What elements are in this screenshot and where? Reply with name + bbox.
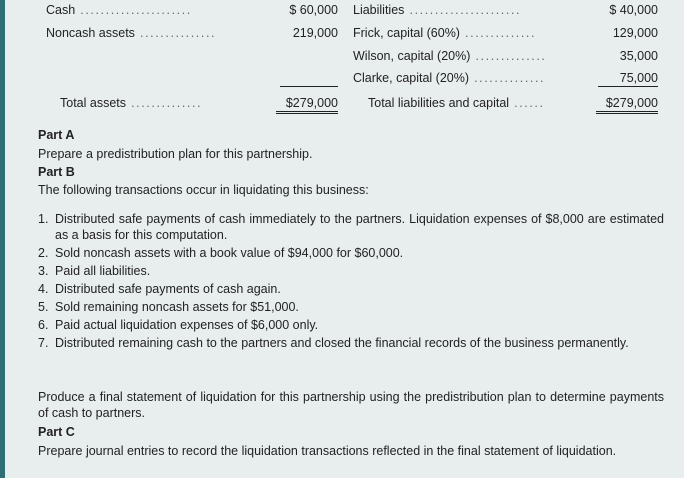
wilson-capital-label: Wilson, capital (20%) ..............	[353, 49, 547, 63]
transaction-list	[38, 211, 664, 353]
part-c-heading: Part C	[38, 425, 75, 439]
frick-capital-value: 129,000	[612, 26, 658, 40]
part-b-heading: Part B	[38, 165, 75, 179]
part-b-closing: Produce a final statement of liquidation for this partnership using the predistribution plan to determine payments of cash to partners.	[38, 390, 664, 420]
total-liabilities-value: $279,000	[596, 96, 658, 114]
list-item: 3. Paid all liabilities.	[38, 264, 151, 278]
liabilities-value: $ 40,000	[609, 3, 658, 17]
list-item: 1. Distributed safe payments of cash immediately to the partners. Liquidation expenses of $8,000 are estimated as a basis for this computation.	[38, 212, 664, 242]
list-item: 7. Distributed remaining cash to the partners and closed the financial records of the business permanently.	[38, 336, 629, 350]
clarke-capital-label: Clarke, capital (20%) ..............	[353, 71, 546, 85]
cash-value: $ 60,000	[289, 3, 338, 17]
assets-subtotal-line	[280, 72, 338, 87]
list-item: 5. Sold remaining noncash assets for $51,000.	[38, 300, 299, 314]
part-c-text: Prepare journal entries to record the liquidation transactions reflected in the final statement of liquidation.	[38, 444, 617, 458]
liabilities-label: Liabilities ......................	[353, 3, 522, 17]
list-item: 2. Sold noncash assets with a book value of $94,000 for $60,000.	[38, 246, 404, 260]
cash-label: Cash ......................	[46, 3, 192, 17]
left-accent-bar	[0, 0, 5, 478]
total-assets-label: Total assets ..............	[60, 96, 203, 110]
part-a-heading: Part A	[38, 128, 75, 142]
noncash-assets-label: Noncash assets ...............	[46, 26, 217, 40]
frick-capital-label: Frick, capital (60%) ..............	[353, 26, 537, 40]
list-item: 4. Distributed safe payments of cash again.	[38, 282, 281, 296]
part-a-text: Prepare a predistribution plan for this partnership.	[38, 147, 313, 161]
total-assets-value: $279,000	[276, 96, 338, 114]
clarke-capital-value: 75,000	[598, 71, 658, 87]
list-item: 6. Paid actual liquidation expenses of $6,000 only.	[38, 318, 319, 332]
part-b-intro: The following transactions occur in liquidating this business:	[38, 183, 369, 197]
noncash-assets-value: 219,000	[292, 26, 338, 40]
total-liabilities-label: Total liabilities and capital ......	[368, 96, 545, 110]
wilson-capital-value: 35,000	[619, 49, 658, 63]
